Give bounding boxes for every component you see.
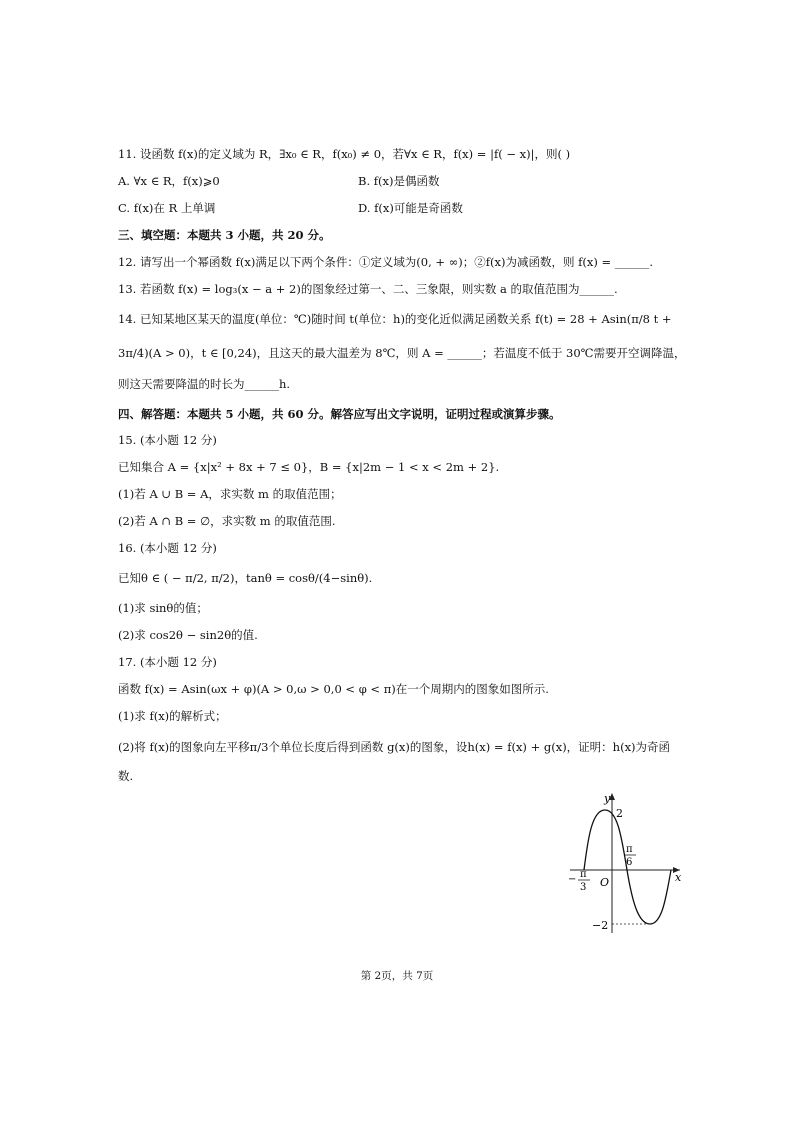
page-footer: 第 2页，共 7页	[360, 970, 434, 982]
section-solutions: 四、解答题：本题共 5 小题，共 60 分。解答应写出文字说明，证明过程或演算步骤。	[118, 407, 561, 421]
q17-stem: 函数 f(x) = Asin(ωx + φ)(A > 0,ω > 0,0 < φ < π)在一个周期内的图象如图所示.	[118, 682, 549, 696]
x-axis-label: x	[675, 871, 682, 884]
neg-pi-over-3-sign: −	[568, 874, 577, 885]
sine-graph-figure	[560, 788, 690, 938]
q14-line3: 则这天需要降温的时长为______h.	[118, 377, 291, 391]
q17-part2: (2)将 f(x)的图象向左平移π/3个单位长度后得到函数 g(x)的图象，设h(x) = f(x) + g(x)，证明：h(x)为奇函	[118, 740, 671, 754]
q11-option-a: A. ∀x ∈ R，f(x)⩾0	[118, 174, 220, 188]
q16-stem: 已知θ ∈ ( − π/2, π/2)，tanθ = cosθ/(4−sinθ).	[118, 571, 373, 585]
q14-line2: 3π/4)(A > 0)，t ∈ [0,24)，且这天的最大温差为 8℃，则 A = ______；若温度不低于 30℃需要开空调降温，	[118, 346, 686, 360]
y-axis-label: y	[604, 792, 611, 805]
max-value-label: 2	[616, 807, 623, 820]
pi-over-6-numerator: π	[626, 844, 633, 855]
q17-part2-cont: 数.	[118, 769, 134, 783]
q13-stem: 13. 若函数 f(x) = log₃(x − a + 2)的图象经过第一、二、三象限，则实数 a 的取值范围为______.	[118, 282, 618, 296]
q12-stem: 12. 请写出一个幂函数 f(x)满足以下两个条件：①定义域为(0, + ∞)；②f(x)为减函数，则 f(x) = ______.	[118, 255, 653, 269]
neg-pi-over-3-numerator: π	[580, 869, 587, 880]
q15-stem: 已知集合 A = {x|x² + 8x + 7 ≤ 0}，B = {x|2m − 1 < x < 2m + 2}.	[118, 460, 500, 474]
origin-label: O	[600, 876, 610, 889]
q11-stem: 11. 设函数 f(x)的定义域为 R，∃x₀ ∈ R，f(x₀) ≠ 0，若∀x ∈ R，f(x) = |f( − x)|，则( )	[118, 147, 571, 161]
q11-option-b: B. f(x)是偶函数	[358, 174, 440, 188]
q16-heading: 16. (本小题 12 分)	[118, 541, 217, 555]
min-value-label: −2	[592, 919, 609, 932]
q16-part2: (2)求 cos2θ − sin2θ的值.	[118, 628, 258, 642]
q15-heading: 15. (本小题 12 分)	[118, 433, 217, 447]
q15-part2: (2)若 A ∩ B = ∅，求实数 m 的取值范围.	[118, 514, 336, 528]
q15-part1: (1)若 A ∪ B = A，求实数 m 的取值范围；	[118, 487, 342, 501]
q17-part1: (1)求 f(x)的解析式；	[118, 709, 227, 723]
neg-pi-over-3-denominator: 3	[580, 882, 587, 893]
q14-line1: 14. 已知某地区某天的温度(单位：℃)随时间 t(单位：h)的变化近似满足函数关系 f(t) = 28 + Asin(π/8 t +	[118, 312, 672, 326]
q11-option-d: D. f(x)可能是奇函数	[358, 201, 463, 215]
q16-part1: (1)求 sinθ的值；	[118, 601, 208, 615]
pi-over-6-denominator: 6	[626, 857, 633, 868]
section-fill-in: 三、填空题：本题共 3 小题，共 20 分。	[118, 228, 331, 242]
q17-heading: 17. (本小题 12 分)	[118, 655, 217, 669]
q11-option-c: C. f(x)在 R 上单调	[118, 201, 216, 215]
